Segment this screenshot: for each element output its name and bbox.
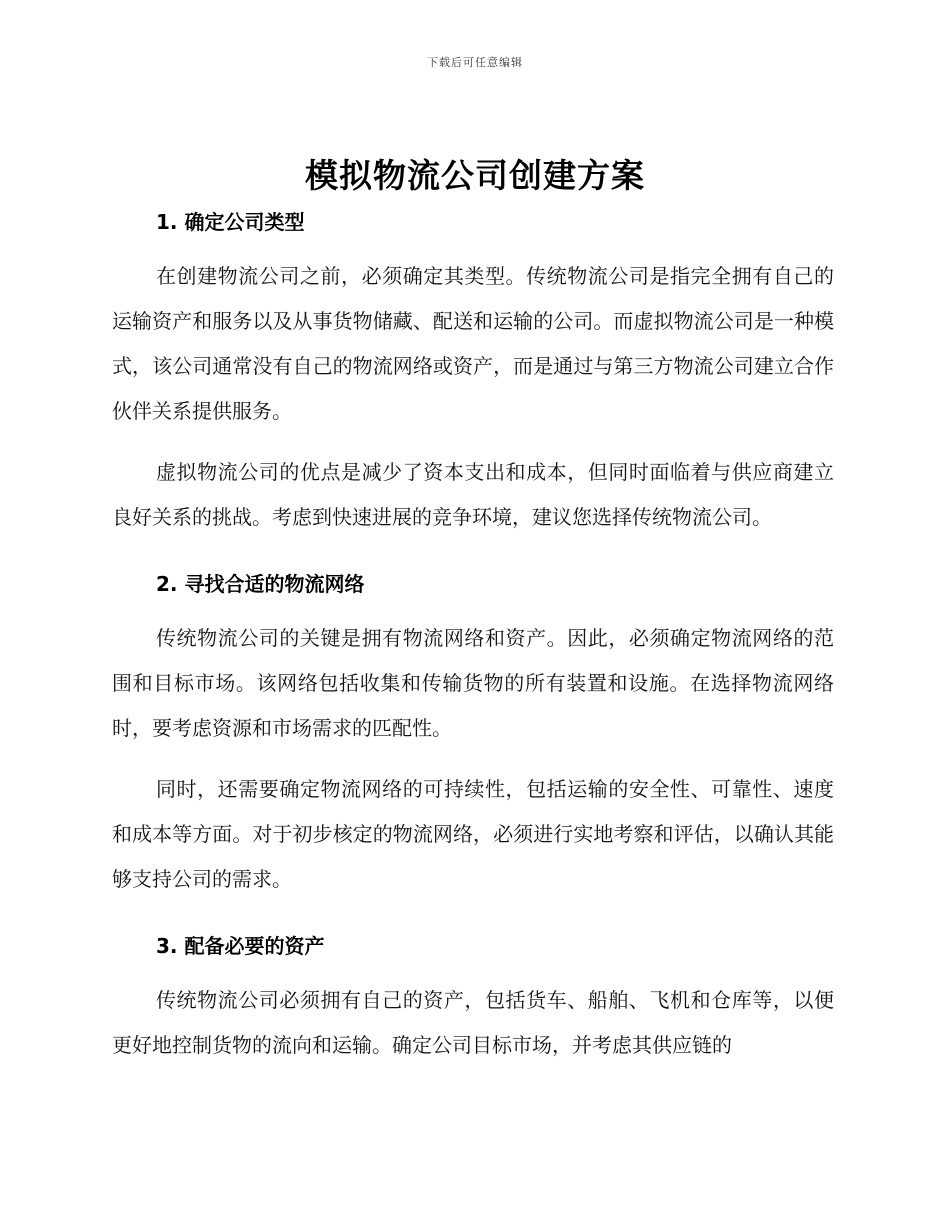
paragraph: 传统物流公司必须拥有自己的资产，包括货车、船舶、飞机和仓库等，以便更好地控制货物的流向和运输。确定公司目标市场，并考虑其供应链的 — [112, 988, 834, 1057]
section-heading: 1. 确定公司类型 — [156, 210, 305, 234]
paragraph: 同时，还需要确定物流网络的可持续性，包括运输的安全性、可靠性、速度和成本等方面。对于初步核定的物流网络，必须进行实地考察和评估，以确认其能够支持公司的需求。 — [112, 777, 834, 891]
section-heading: 2. 寻找合适的物流网络 — [156, 572, 365, 596]
paragraph: 虚拟物流公司的优点是减少了资本支出和成本，但同时面临着与供应商建立良好关系的挑战。考虑到快速进展的竞争环境，建议您选择传统物流公司。 — [112, 460, 834, 529]
paragraph: 在创建物流公司之前，必须确定其类型。传统物流公司是指完全拥有自己的运输资产和服务以及从事货物储藏、配送和运输的公司。而虚拟物流公司是一种模式，该公司通常没有自己的物流网络或资产，而是通过与第三方物流公司建立合作伙伴关系提供服务。 — [112, 264, 834, 423]
section-heading: 3. 配备必要的资产 — [156, 934, 325, 958]
section-2 — [112, 566, 834, 902]
section-3 — [112, 928, 834, 1068]
paragraph: 传统物流公司的关键是拥有物流网络和资产。因此，必须确定物流网络的范围和目标市场。该网络包括收集和传输货物的所有装置和设施。在选择物流网络时，要考虑资源和市场需求的匹配性。 — [112, 626, 834, 740]
header-note: 下载后可任意编辑 — [427, 56, 523, 69]
section-1 — [112, 204, 834, 540]
document-body — [112, 204, 834, 1068]
document-title: 模拟物流公司创建方案 — [305, 156, 645, 195]
